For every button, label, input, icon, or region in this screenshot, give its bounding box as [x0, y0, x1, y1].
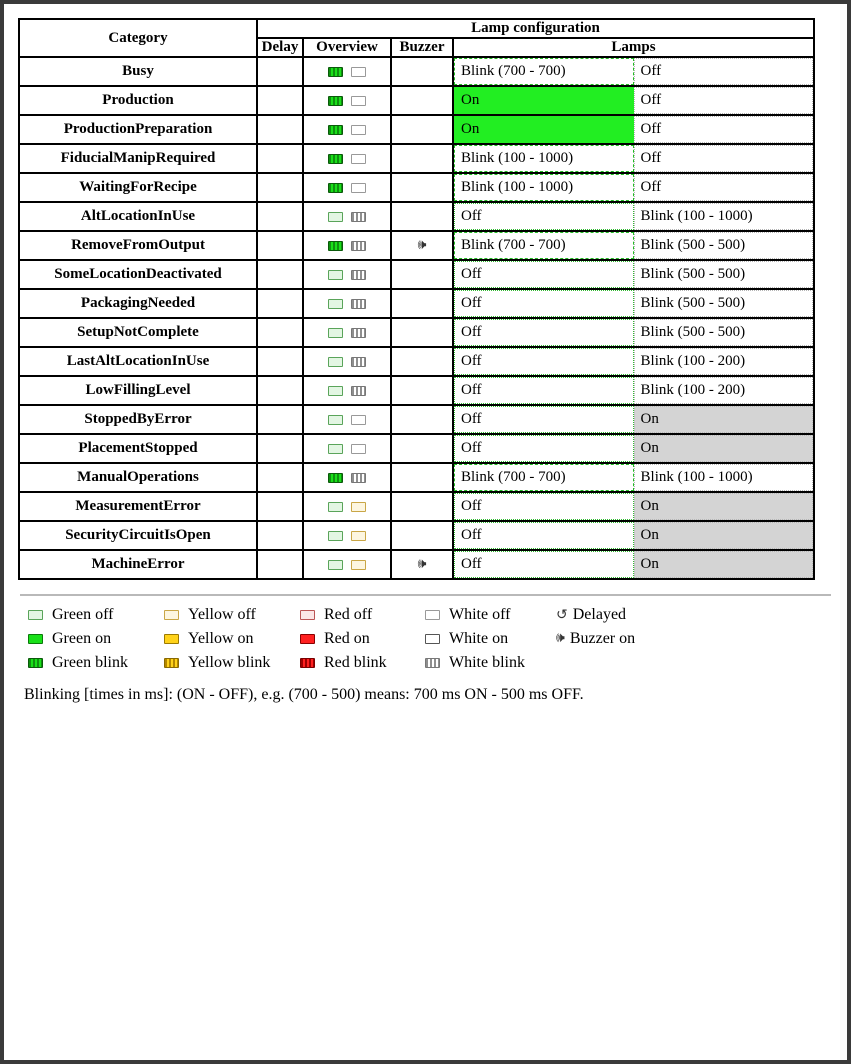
buzzer-on-icon: 🕪	[556, 631, 565, 646]
header-overview: Overview	[303, 38, 391, 57]
category-label: AltLocationInUse	[19, 202, 257, 231]
overview-cell	[303, 86, 391, 115]
category-label: FiducialManipRequired	[19, 144, 257, 173]
green-blink-icon	[328, 96, 343, 106]
lamp-left-state: Blink (700 - 700)	[454, 58, 634, 85]
category-label: RemoveFromOutput	[19, 231, 257, 260]
delayed-icon: ↺	[556, 607, 568, 623]
legend-item-label: Yellow on	[188, 630, 254, 647]
table-row	[19, 202, 814, 231]
green-blink-icon	[328, 473, 343, 483]
white-blink-icon	[351, 299, 366, 309]
lamp-right-state: On	[634, 551, 814, 578]
white-blink-icon	[351, 328, 366, 338]
legend-item	[556, 606, 696, 624]
overview-cell	[303, 318, 391, 347]
category-label: ProductionPreparation	[19, 115, 257, 144]
yellow-blink-icon	[164, 658, 179, 668]
green-blink-icon	[328, 154, 343, 164]
table-row	[19, 86, 814, 115]
delay-cell	[257, 173, 303, 202]
lamp-left-state: Blink (700 - 700)	[454, 232, 634, 259]
lamp-right-state: On	[634, 522, 814, 549]
delay-cell	[257, 347, 303, 376]
white-off-icon	[351, 183, 366, 193]
lamps-cell	[453, 521, 814, 550]
page-content	[14, 14, 837, 1050]
lamps-group	[454, 551, 813, 578]
lamps-group	[454, 58, 813, 85]
overview-cell	[303, 434, 391, 463]
legend-item	[24, 654, 160, 672]
overview-cell	[303, 463, 391, 492]
legend-item	[421, 654, 556, 672]
legend-row	[24, 606, 837, 624]
white-blink-icon	[425, 658, 440, 668]
white-off-icon	[351, 96, 366, 106]
white-blink-icon	[351, 212, 366, 222]
lamps-group	[454, 174, 813, 201]
legend-item-label: Green on	[52, 630, 112, 647]
lamps-cell	[453, 289, 814, 318]
green-off-icon	[328, 444, 343, 454]
lamps-group	[454, 261, 813, 288]
buzzer-cell	[391, 347, 453, 376]
lamp-right-state: On	[634, 406, 814, 433]
delay-cell	[257, 57, 303, 86]
green-off-icon	[328, 415, 343, 425]
divider	[20, 594, 831, 596]
white-off-icon	[351, 444, 366, 454]
white-off-icon	[351, 67, 366, 77]
red-off-icon	[300, 610, 315, 620]
lamps-cell	[453, 115, 814, 144]
lamps-cell	[453, 434, 814, 463]
buzzer-cell	[391, 521, 453, 550]
white-blink-icon	[351, 241, 366, 251]
green-off-icon	[28, 610, 43, 620]
white-off-icon	[425, 610, 440, 620]
category-label: MeasurementError	[19, 492, 257, 521]
delay-cell	[257, 376, 303, 405]
lamps-cell	[453, 231, 814, 260]
lamp-left-state: Off	[454, 493, 634, 520]
red-on-icon	[300, 634, 315, 644]
lamps-group	[454, 232, 813, 259]
table-row	[19, 318, 814, 347]
green-blink-icon	[328, 183, 343, 193]
legend-item-label: Green blink	[52, 654, 128, 671]
white-blink-icon	[351, 386, 366, 396]
table-body	[19, 57, 814, 579]
yellow-off-icon	[164, 610, 179, 620]
delay-cell	[257, 434, 303, 463]
legend-item	[160, 654, 296, 672]
buzzer-cell	[391, 318, 453, 347]
lamps-cell	[453, 376, 814, 405]
header-lamps: Lamps	[453, 38, 814, 57]
white-blink-icon	[351, 357, 366, 367]
lamp-left-state: Off	[454, 290, 634, 317]
lamps-cell	[453, 86, 814, 115]
buzzer-cell	[391, 57, 453, 86]
table-header	[19, 19, 814, 57]
lamp-left-state: Blink (100 - 1000)	[454, 145, 634, 172]
table-row	[19, 115, 814, 144]
legend-item-label: White on	[449, 630, 509, 647]
lamp-left-state: Off	[454, 435, 634, 462]
lamp-left-state: Off	[454, 551, 634, 578]
legend-item-label: Red off	[324, 606, 373, 623]
category-label: MachineError	[19, 550, 257, 579]
lamps-cell	[453, 57, 814, 86]
buzzer-on-icon: 🕪	[417, 238, 427, 253]
table-row	[19, 463, 814, 492]
buzzer-cell	[391, 463, 453, 492]
green-on-icon	[28, 634, 43, 644]
buzzer-cell	[391, 202, 453, 231]
table-row	[19, 434, 814, 463]
legend-item	[296, 630, 421, 648]
delay-cell	[257, 492, 303, 521]
green-off-icon	[328, 212, 343, 222]
buzzer-cell	[391, 550, 453, 579]
overview-cell	[303, 231, 391, 260]
buzzer-cell	[391, 260, 453, 289]
lamp-right-state: Off	[634, 116, 814, 143]
legend-item	[160, 606, 296, 624]
buzzer-cell	[391, 376, 453, 405]
white-off-icon	[351, 125, 366, 135]
overview-cell	[303, 289, 391, 318]
lamp-right-state: Blink (100 - 1000)	[634, 464, 814, 491]
green-off-icon	[328, 299, 343, 309]
table-row	[19, 144, 814, 173]
blinking-note: Blinking [times in ms]: (ON - OFF), e.g. (700 - 500) means: 700 ms ON - 500 ms OFF.	[24, 686, 584, 703]
category-label: SomeLocationDeactivated	[19, 260, 257, 289]
overview-cell	[303, 173, 391, 202]
delay-cell	[257, 115, 303, 144]
table-row	[19, 57, 814, 86]
header-category: Category	[19, 19, 257, 57]
legend-item-label: Yellow off	[188, 606, 256, 623]
delay-cell	[257, 260, 303, 289]
buzzer-cell	[391, 289, 453, 318]
legend-item	[160, 630, 296, 648]
header-lamp-configuration: Lamp configuration	[257, 19, 814, 38]
table-row	[19, 231, 814, 260]
lamp-right-state: Blink (500 - 500)	[634, 290, 814, 317]
category-label: WaitingForRecipe	[19, 173, 257, 202]
buzzer-cell	[391, 492, 453, 521]
buzzer-cell	[391, 405, 453, 434]
lamps-group	[454, 435, 813, 462]
category-label: SetupNotComplete	[19, 318, 257, 347]
category-label: Production	[19, 86, 257, 115]
buzzer-cell	[391, 115, 453, 144]
lamp-left-state: Blink (700 - 700)	[454, 464, 634, 491]
buzzer-cell	[391, 144, 453, 173]
lamp-left-state: Off	[454, 319, 634, 346]
white-off-icon	[351, 415, 366, 425]
lamp-right-state: Off	[634, 58, 814, 85]
legend-item	[296, 606, 421, 624]
lamp-right-state: Blink (100 - 200)	[634, 377, 814, 404]
overview-cell	[303, 260, 391, 289]
table-header-row-1	[19, 19, 814, 38]
lamps-group	[454, 116, 813, 143]
lamp-left-state: Off	[454, 522, 634, 549]
lamp-left-state: Off	[454, 203, 634, 230]
category-label: StoppedByError	[19, 405, 257, 434]
legend-item-label: White off	[449, 606, 511, 623]
delay-cell	[257, 463, 303, 492]
table-row	[19, 289, 814, 318]
category-label: LowFillingLevel	[19, 376, 257, 405]
overview-cell	[303, 57, 391, 86]
header-delay: Delay	[257, 38, 303, 57]
yellow-off-icon	[351, 531, 366, 541]
lamps-cell	[453, 550, 814, 579]
lamps-cell	[453, 405, 814, 434]
lamps-cell	[453, 144, 814, 173]
delay-cell	[257, 231, 303, 260]
category-label: SecurityCircuitIsOpen	[19, 521, 257, 550]
green-blink-icon	[328, 241, 343, 251]
legend-item	[556, 630, 696, 648]
legend-item-label: White blink	[449, 654, 525, 671]
lamp-right-state: On	[634, 435, 814, 462]
lamps-group	[454, 319, 813, 346]
lamps-group	[454, 493, 813, 520]
lamp-right-state: Off	[634, 174, 814, 201]
lamp-right-state: Off	[634, 87, 814, 114]
buzzer-on-icon: 🕪	[417, 557, 427, 572]
yellow-off-icon	[351, 560, 366, 570]
legend-item-label: Yellow blink	[188, 654, 271, 671]
legend-item-label: Delayed	[572, 606, 627, 623]
lamps-cell	[453, 202, 814, 231]
buzzer-cell	[391, 231, 453, 260]
overview-cell	[303, 347, 391, 376]
delay-cell	[257, 521, 303, 550]
overview-cell	[303, 202, 391, 231]
green-off-icon	[328, 502, 343, 512]
white-off-icon	[351, 154, 366, 164]
overview-cell	[303, 521, 391, 550]
white-on-icon	[425, 634, 440, 644]
table-row	[19, 492, 814, 521]
lamps-cell	[453, 260, 814, 289]
category-label: LastAltLocationInUse	[19, 347, 257, 376]
category-label: PlacementStopped	[19, 434, 257, 463]
legend	[24, 606, 837, 672]
delay-cell	[257, 318, 303, 347]
lamp-right-state: On	[634, 493, 814, 520]
table-row	[19, 260, 814, 289]
overview-cell	[303, 492, 391, 521]
green-blink-icon	[328, 67, 343, 77]
red-blink-icon	[300, 658, 315, 668]
lamp-right-state: Blink (100 - 1000)	[634, 203, 814, 230]
legend-row	[24, 654, 837, 672]
category-label: Busy	[19, 57, 257, 86]
legend-item-label: Green off	[52, 606, 114, 623]
buzzer-cell	[391, 434, 453, 463]
table-row	[19, 521, 814, 550]
overview-cell	[303, 376, 391, 405]
legend-row	[24, 630, 837, 648]
category-label: ManualOperations	[19, 463, 257, 492]
lamps-group	[454, 145, 813, 172]
lamp-left-state: Off	[454, 261, 634, 288]
lamps-group	[454, 203, 813, 230]
lamp-left-state: Blink (100 - 1000)	[454, 174, 634, 201]
delay-cell	[257, 144, 303, 173]
green-off-icon	[328, 270, 343, 280]
legend-item	[296, 654, 421, 672]
overview-cell	[303, 144, 391, 173]
green-off-icon	[328, 328, 343, 338]
delay-cell	[257, 86, 303, 115]
overview-cell	[303, 405, 391, 434]
table-row	[19, 550, 814, 579]
lamp-right-state: Blink (500 - 500)	[634, 319, 814, 346]
lamps-group	[454, 464, 813, 491]
delay-cell	[257, 289, 303, 318]
lamps-cell	[453, 173, 814, 202]
table-row	[19, 376, 814, 405]
legend-item-label: Buzzer on	[569, 630, 636, 647]
delay-cell	[257, 202, 303, 231]
legend-item-label: Red on	[324, 630, 370, 647]
lamp-left-state: Off	[454, 377, 634, 404]
lamp-right-state: Blink (100 - 200)	[634, 348, 814, 375]
lamp-right-state: Blink (500 - 500)	[634, 232, 814, 259]
lamp-left-state: On	[454, 116, 634, 143]
lamp-left-state: On	[454, 87, 634, 114]
lamp-right-state: Off	[634, 145, 814, 172]
lamps-group	[454, 87, 813, 114]
lamps-group	[454, 348, 813, 375]
overview-cell	[303, 115, 391, 144]
delay-cell	[257, 405, 303, 434]
green-off-icon	[328, 357, 343, 367]
green-off-icon	[328, 531, 343, 541]
lamps-cell	[453, 318, 814, 347]
table-row	[19, 405, 814, 434]
lamps-group	[454, 290, 813, 317]
legend-item	[421, 606, 556, 624]
lamps-group	[454, 406, 813, 433]
white-blink-icon	[351, 270, 366, 280]
green-blink-icon	[28, 658, 43, 668]
buzzer-cell	[391, 173, 453, 202]
lamps-cell	[453, 463, 814, 492]
category-label: PackagingNeeded	[19, 289, 257, 318]
legend-item	[24, 606, 160, 624]
legend-item-label: Red blink	[324, 654, 387, 671]
lamps-group	[454, 522, 813, 549]
lamp-left-state: Off	[454, 348, 634, 375]
green-off-icon	[328, 560, 343, 570]
table-row	[19, 347, 814, 376]
delay-cell	[257, 550, 303, 579]
legend-item	[421, 630, 556, 648]
header-buzzer: Buzzer	[391, 38, 453, 57]
yellow-off-icon	[351, 502, 366, 512]
lamps-cell	[453, 492, 814, 521]
green-blink-icon	[328, 125, 343, 135]
lamp-left-state: Off	[454, 406, 634, 433]
buzzer-cell	[391, 86, 453, 115]
lamps-group	[454, 377, 813, 404]
lamp-right-state: Blink (500 - 500)	[634, 261, 814, 288]
overview-cell	[303, 550, 391, 579]
yellow-on-icon	[164, 634, 179, 644]
lamp-configuration-table	[18, 18, 815, 580]
legend-item	[24, 630, 160, 648]
green-off-icon	[328, 386, 343, 396]
table-row	[19, 173, 814, 202]
white-blink-icon	[351, 473, 366, 483]
lamps-cell	[453, 347, 814, 376]
